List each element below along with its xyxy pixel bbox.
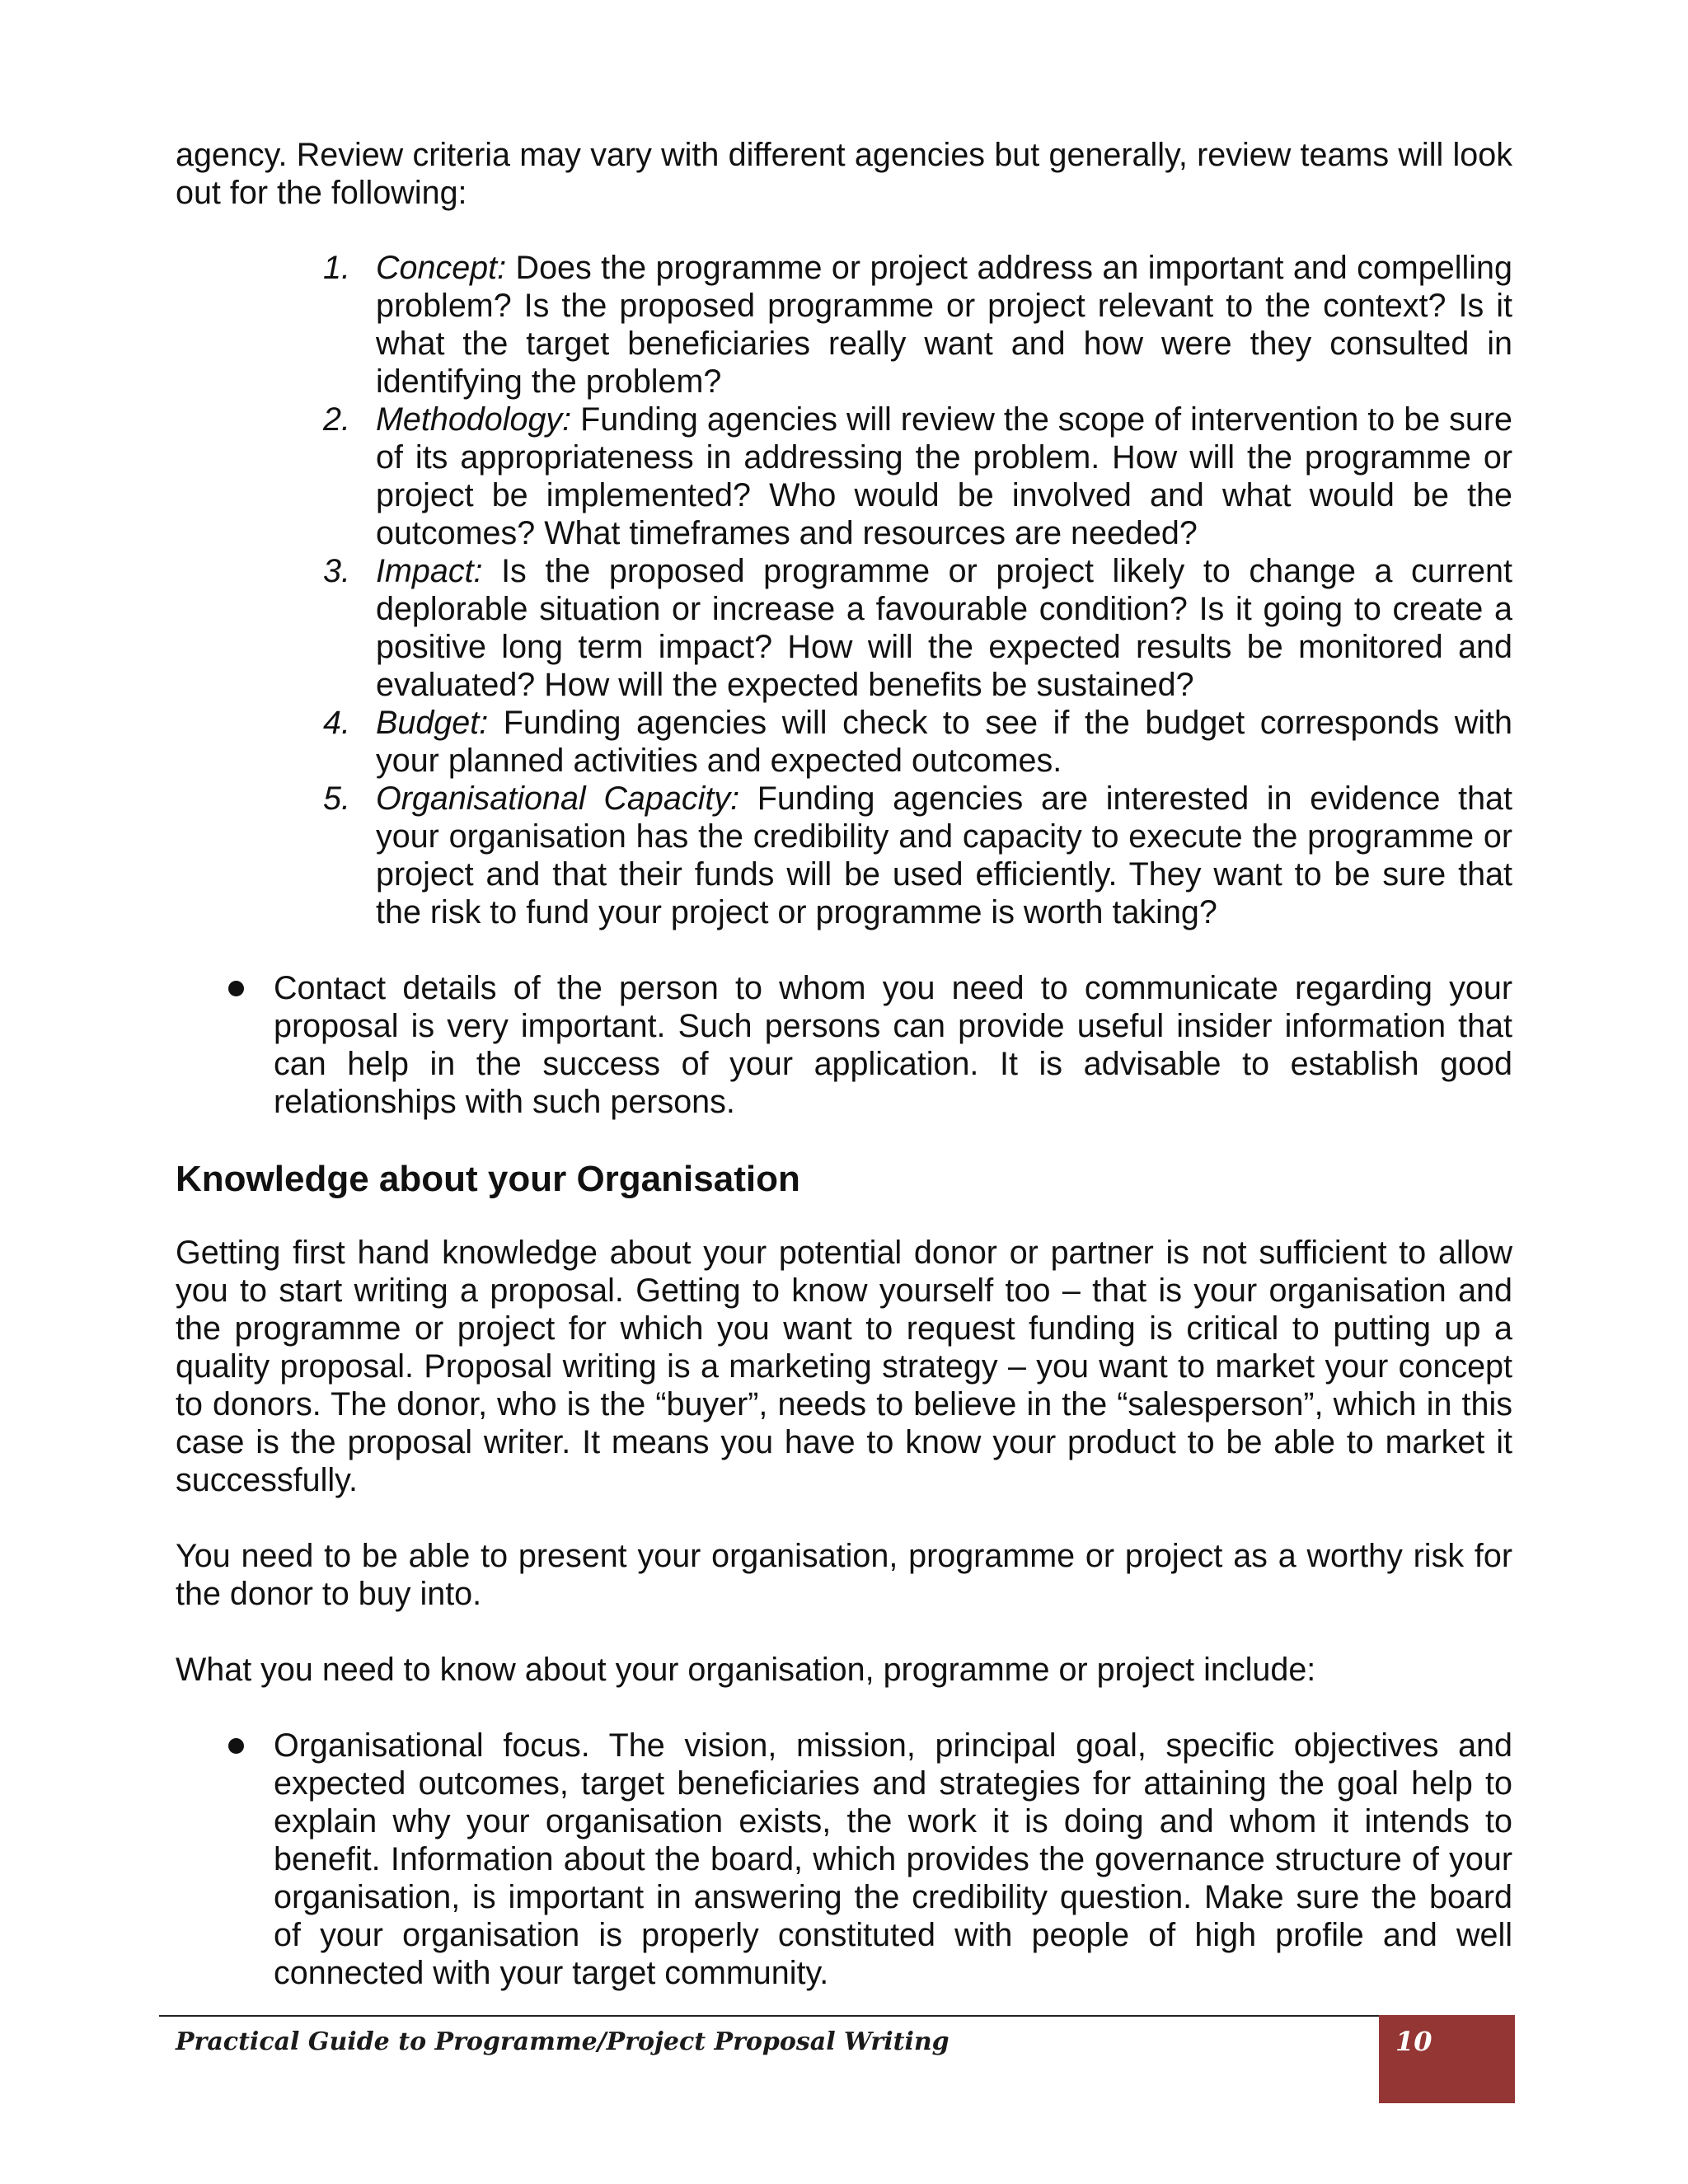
criterion-methodology [321,401,1512,552]
criterion-text: Is the proposed programme or project likely to change a current deplorable situation or increase a favourable condition? Is it going to create a positive long term impact? How will the expected results be monitored and evaluated? How will the expected benefits be sustained? [376,553,1512,703]
bullet-icon [228,1738,244,1754]
list-number: 4. [323,705,350,741]
body-paragraph: Getting first hand knowledge about your potential donor or partner is not sufficient to allow you to start writing a proposal. Getting to know yourself too – that is your organisation and the programme or project for which you want to request funding is critical to putting up a quality proposal. Proposal writing is a marketing strategy – you want to market your concept to donors. The donor, who is the “buyer”, needs to believe in the “salesperson”, which in this case is the proposal writer. It means you have to know your product to be able to market it successfully. [176,1235,1512,1498]
criterion-impact [321,552,1512,704]
body-paragraph: What you need to know about your organisation, programme or project include: [176,1652,1316,1688]
body-paragraph: You need to be able to present your organisation, programme or project as a worthy risk for the donor to buy into. [176,1538,1512,1612]
list-number: 3. [323,553,350,589]
criterion-term: Impact: [376,553,483,589]
criterion-text: Does the programme or project address an important and compelling problem? Is the proposed programme or project relevant to the context? Is it what the target beneficiaries really want and how were they consulted in identifying the problem? [376,250,1512,400]
criterion-organisational-capacity [321,780,1512,931]
criterion-term: Organisational Capacity: [376,780,740,817]
criterion-text: Funding agencies will check to see if the budget corresponds with your planned activities and expected outcomes. [376,705,1512,779]
footer-divider [159,2015,1379,2017]
criterion-concept [321,249,1512,401]
criterion-text: Funding agencies will review the scope of intervention to be sure of its appropriateness in addressing the problem. How will the programme or project be implemented? Who would be involved and what would be the outcomes? What timeframes and resources are needed? [376,401,1512,551]
bullet-icon [228,981,244,996]
criterion-text: Funding agencies are interested in evidence that your organisation has the credibility and capacity to execute the programme or project and that their funds will be used efficiently. They want to be sure that the risk to fund your project or programme is worth taking? [376,780,1512,930]
list-number: 2. [323,401,350,438]
criterion-term: Budget: [376,705,489,741]
criterion-term: Concept: [376,250,507,286]
intro-paragraph: agency. Review criteria may vary with different agencies but generally, review teams will look out for the following: [176,137,1512,211]
page-number-box [1379,2015,1515,2103]
list-number: 1. [323,250,350,286]
page-number: 10 [1395,2026,1432,2057]
criterion-term: Methodology: [376,401,572,438]
bullet-text: Organisational focus. The vision, mission, principal goal, specific objectives and expected outcomes, target beneficiaries and strategies for attaining the goal help to explain why your organisation exists, the work it is doing and whom it intends to benefit. Information about the board, which provides the governance structure of your organisation, is important in answering the credibility question. Make sure the board of your organisation is properly constituted with people of high profile and well connected with your target community. [274,1727,1512,1991]
review-criteria-list [321,249,1512,931]
bullet-text: Contact details of the person to whom you need to communicate regarding your proposal is very important. Such persons can provide useful insider information that can help in the success of your application. It is advisable to establish good relationships with such persons. [274,970,1512,1120]
section-heading: Knowledge about your Organisation [176,1159,800,1199]
list-number: 5. [323,780,350,817]
criterion-budget [321,704,1512,780]
footer-title: Practical Guide to Programme/Project Proposal Writing [176,2027,950,2056]
